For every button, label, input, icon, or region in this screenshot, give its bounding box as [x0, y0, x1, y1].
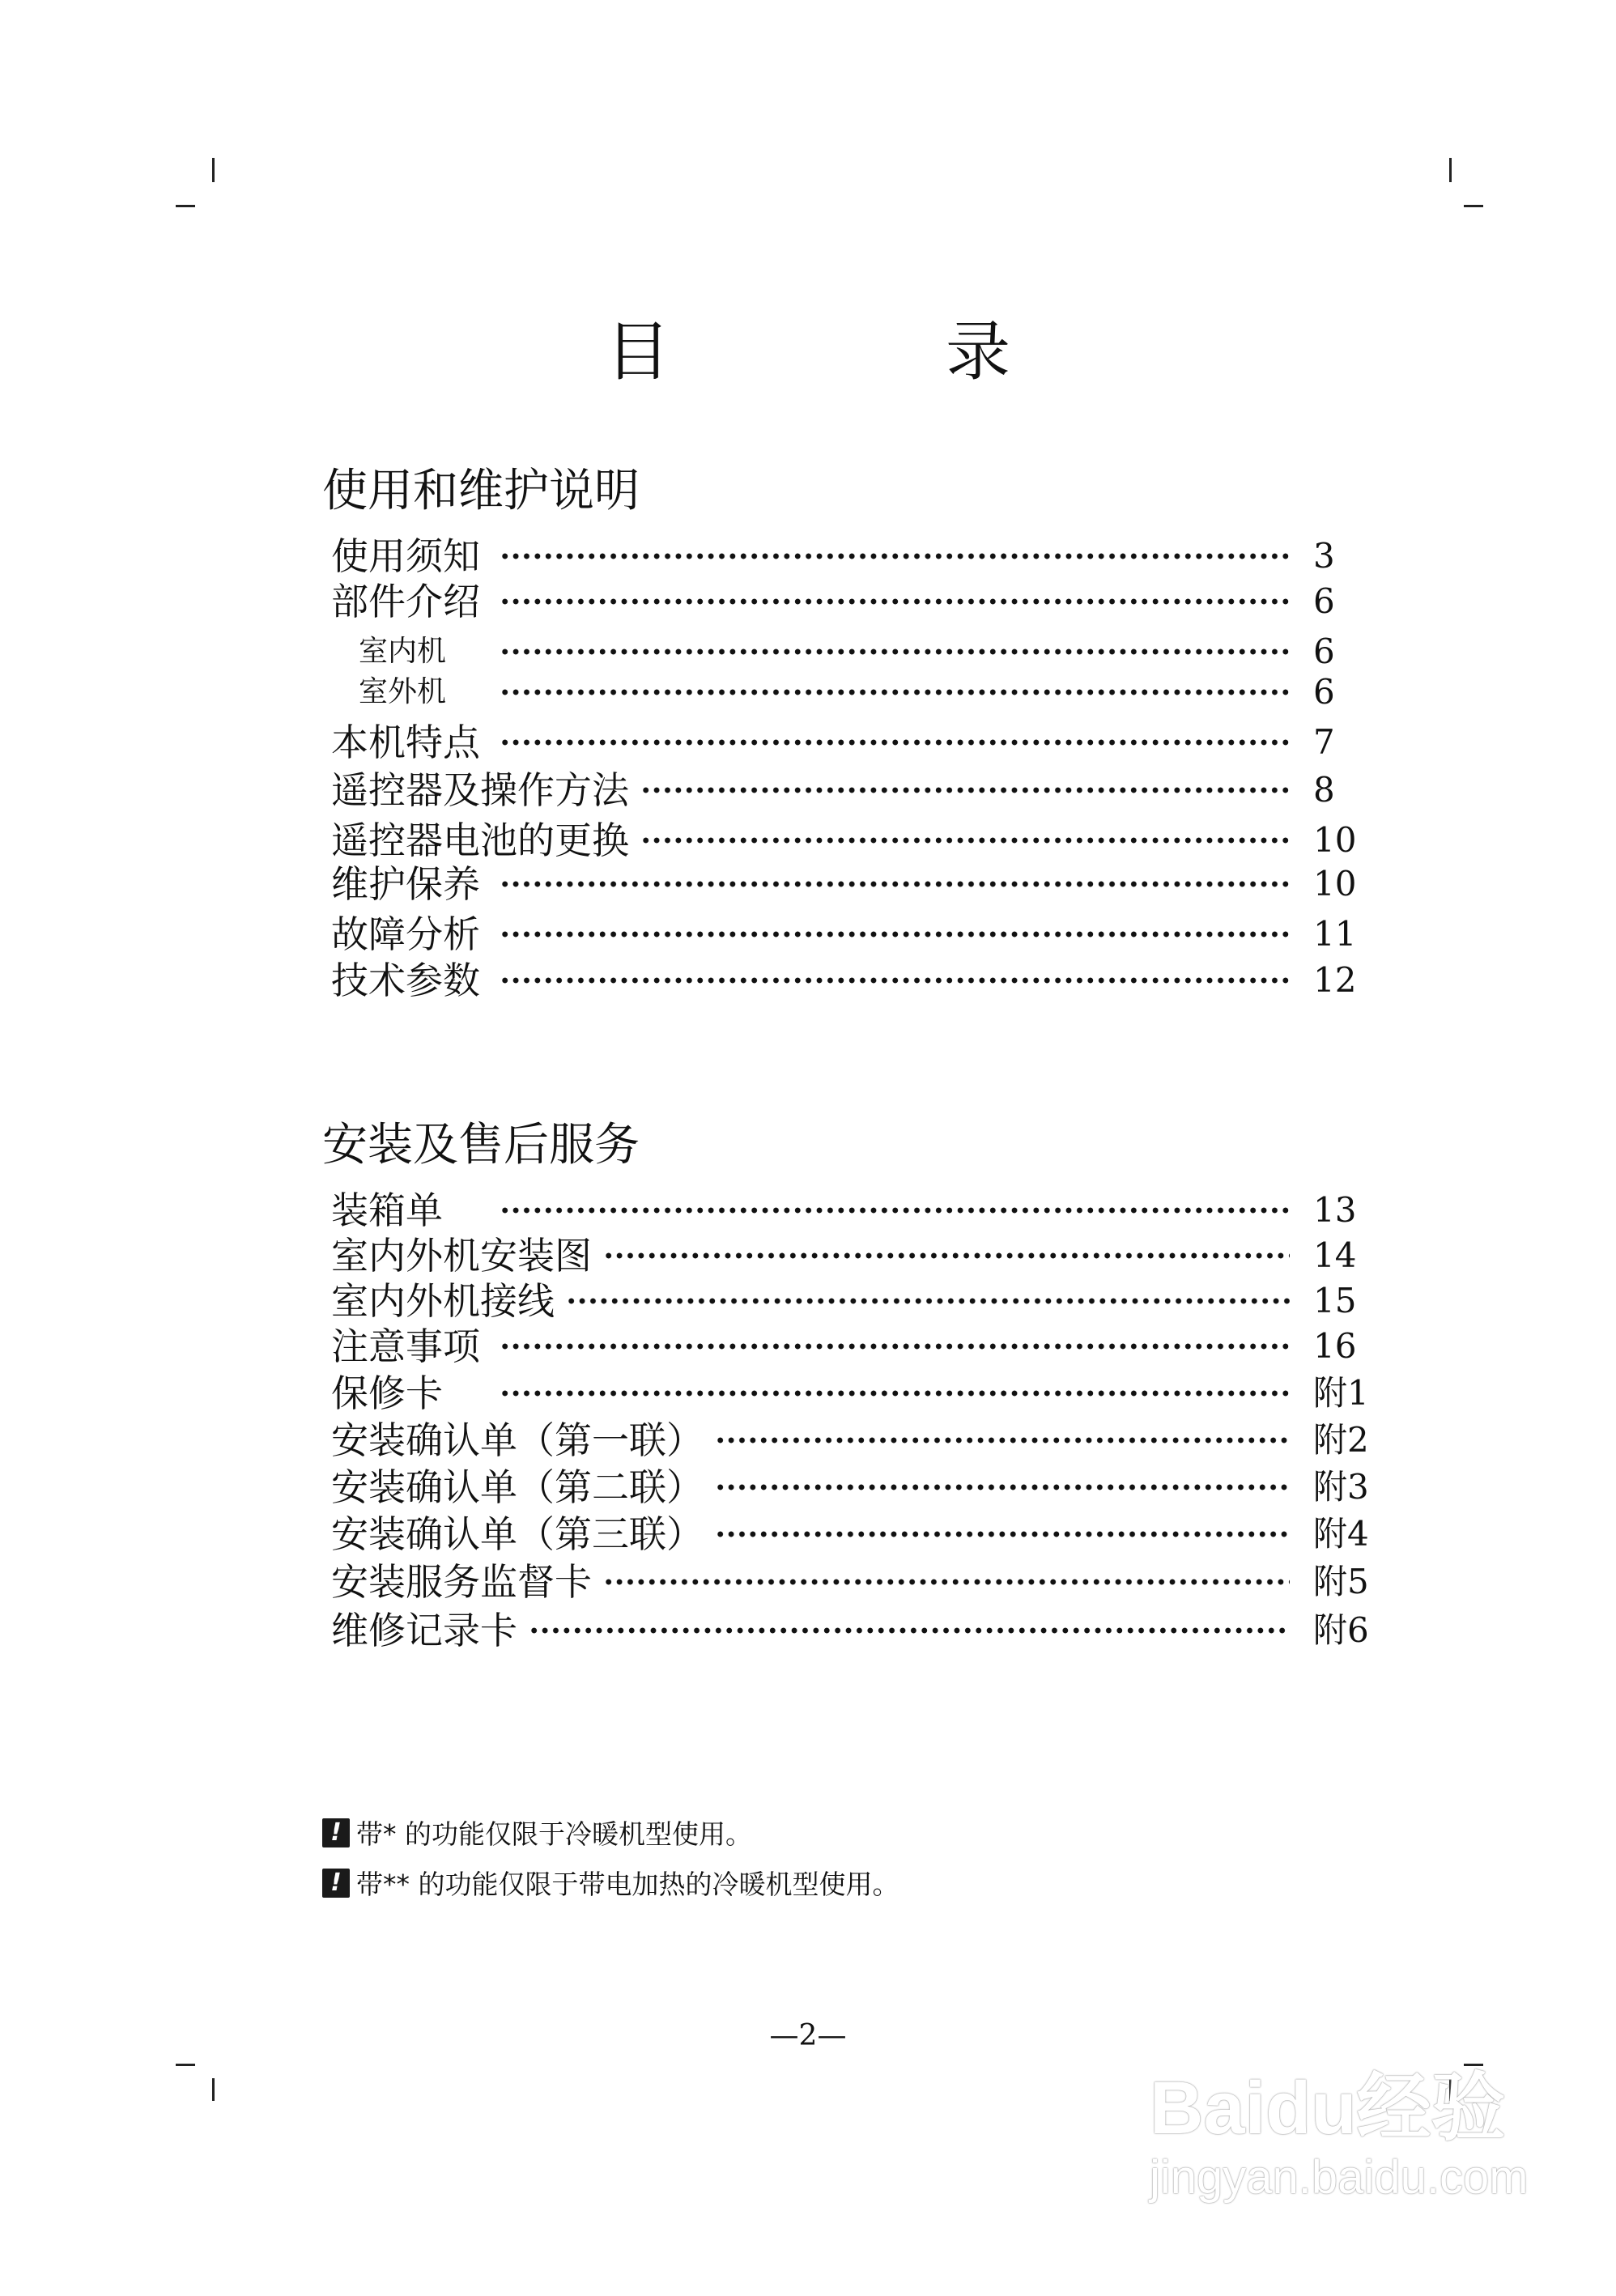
toc-entry[interactable] — [331, 1559, 1376, 1605]
leader-dots — [500, 1390, 1290, 1397]
toc-entry[interactable] — [331, 1608, 1376, 1653]
page-number: —2— — [769, 2019, 847, 2052]
watermark-url: jingyan.baidu.com — [1150, 2151, 1529, 2204]
leader-dots — [500, 1207, 1290, 1214]
toc-entry-label: 装箱单 — [331, 1188, 443, 1232]
toc-entry-page: 16 — [1313, 1326, 1357, 1366]
watermark-logo: Baidu经验 — [1150, 2067, 1506, 2149]
crop-mark — [1464, 205, 1483, 207]
page-title: 目 录 — [606, 314, 1116, 389]
leader-dots — [715, 1531, 1290, 1537]
toc-entry-page: 6 — [1313, 581, 1335, 621]
watermark — [1150, 2048, 1529, 2205]
toc-entry-page: 15 — [1313, 1281, 1357, 1320]
toc-entry[interactable] — [331, 579, 1376, 624]
warning-icon: ! — [322, 1869, 350, 1898]
toc-entry-label: 本机特点 — [331, 721, 480, 764]
leader-dots — [566, 1298, 1290, 1304]
crop-mark — [212, 158, 215, 182]
warning-icon: ! — [322, 1818, 350, 1847]
toc-entry-page: 附3 — [1313, 1467, 1369, 1507]
toc-entry[interactable] — [331, 1278, 1376, 1324]
leader-dots — [529, 1627, 1290, 1634]
leader-dots — [715, 1484, 1290, 1490]
note-text: 带* 的功能仅限于冷暖机型使用。 — [356, 1818, 752, 1850]
toc-entry-label: 安装服务监督卡 — [331, 1560, 592, 1604]
leader-dots — [500, 648, 1290, 655]
toc-entry[interactable] — [331, 1465, 1376, 1510]
leader-dots — [500, 977, 1290, 984]
toc-entry-page: 附1 — [1313, 1373, 1369, 1413]
leader-dots — [500, 931, 1290, 938]
leader-dots — [500, 553, 1290, 559]
leader-dots — [715, 1437, 1290, 1444]
crop-mark — [1449, 158, 1452, 182]
toc-entry[interactable] — [331, 818, 1376, 863]
note-text: 带** 的功能仅限于带电加热的冷暖机型使用。 — [356, 1869, 899, 1900]
toc-entry[interactable] — [331, 1188, 1376, 1233]
toc-entry[interactable] — [331, 720, 1376, 765]
toc-entry-page: 12 — [1313, 960, 1357, 1000]
toc-entry-page: 11 — [1313, 914, 1357, 954]
crop-mark — [212, 2078, 215, 2101]
toc-entry-label: 室内机 — [359, 635, 447, 668]
toc-entry-label: 遥控器及操作方法 — [331, 768, 629, 812]
toc-entry[interactable] — [331, 861, 1376, 907]
toc-entry-page: 附5 — [1313, 1562, 1369, 1601]
toc-entry-page: 13 — [1313, 1190, 1357, 1230]
toc-entry-label: 故障分析 — [331, 912, 480, 956]
toc-entry-page: 6 — [1313, 672, 1335, 712]
toc-entry-page: 7 — [1313, 722, 1335, 762]
note — [322, 1813, 752, 1852]
toc-entry-label: 室内外机安装图 — [331, 1234, 592, 1278]
toc-entry[interactable] — [331, 670, 1376, 715]
toc-entry-page: 8 — [1313, 770, 1335, 810]
toc-entry-label: 使用须知 — [331, 534, 480, 578]
toc-entry-label: 室内外机接线 — [331, 1279, 555, 1323]
toc-entry-label: 遥控器电池的更换 — [331, 818, 629, 862]
toc-entry-page: 10 — [1313, 820, 1357, 860]
leader-dots — [500, 689, 1290, 695]
toc-entry-label: 技术参数 — [331, 959, 480, 1002]
toc-entry-page: 附6 — [1313, 1610, 1369, 1650]
toc-entry-label: 注意事项 — [331, 1324, 480, 1368]
toc-entry-label: 维护保养 — [331, 862, 480, 906]
leader-dots — [603, 1252, 1290, 1259]
section-heading: 使用和维护说明 — [322, 465, 640, 517]
toc-entry-page: 10 — [1313, 864, 1357, 904]
leader-dots — [500, 1343, 1290, 1350]
toc-entry-label: 安装确认单（第三联） — [331, 1512, 704, 1556]
leader-dots — [603, 1579, 1290, 1585]
leader-dots — [640, 787, 1290, 793]
leader-dots — [500, 739, 1290, 746]
section-heading: 安装及售后服务 — [322, 1119, 640, 1171]
toc-entry[interactable] — [331, 1371, 1376, 1416]
toc-entry[interactable] — [331, 629, 1376, 674]
toc-entry-label: 保修卡 — [331, 1371, 443, 1415]
leader-dots — [500, 598, 1290, 605]
leader-dots — [500, 881, 1290, 887]
toc-entry[interactable] — [331, 1512, 1376, 1557]
toc-entry-page: 附2 — [1313, 1420, 1369, 1460]
crop-mark — [176, 205, 195, 207]
note — [322, 1864, 899, 1902]
toc-entry[interactable] — [331, 767, 1376, 813]
toc-entry-label: 维修记录卡 — [331, 1609, 517, 1652]
toc-entry-label: 安装确认单（第一联） — [331, 1418, 704, 1462]
toc-entry[interactable] — [331, 1233, 1376, 1278]
toc-entry-label: 室外机 — [359, 675, 447, 708]
toc-entry[interactable] — [331, 958, 1376, 1003]
toc-entry-page: 6 — [1313, 631, 1335, 671]
toc-entry[interactable] — [331, 1418, 1376, 1463]
toc-entry-label: 部件介绍 — [331, 580, 480, 623]
toc-entry-label: 安装确认单（第二联） — [331, 1465, 704, 1509]
crop-mark — [176, 2064, 195, 2066]
toc-entry[interactable] — [331, 534, 1376, 579]
toc-entry[interactable] — [331, 1324, 1376, 1369]
toc-entry[interactable] — [331, 912, 1376, 957]
toc-entry-page: 14 — [1313, 1235, 1357, 1275]
toc-entry-page: 3 — [1313, 536, 1335, 576]
leader-dots — [640, 837, 1290, 844]
toc-entry-page: 附4 — [1313, 1514, 1369, 1554]
